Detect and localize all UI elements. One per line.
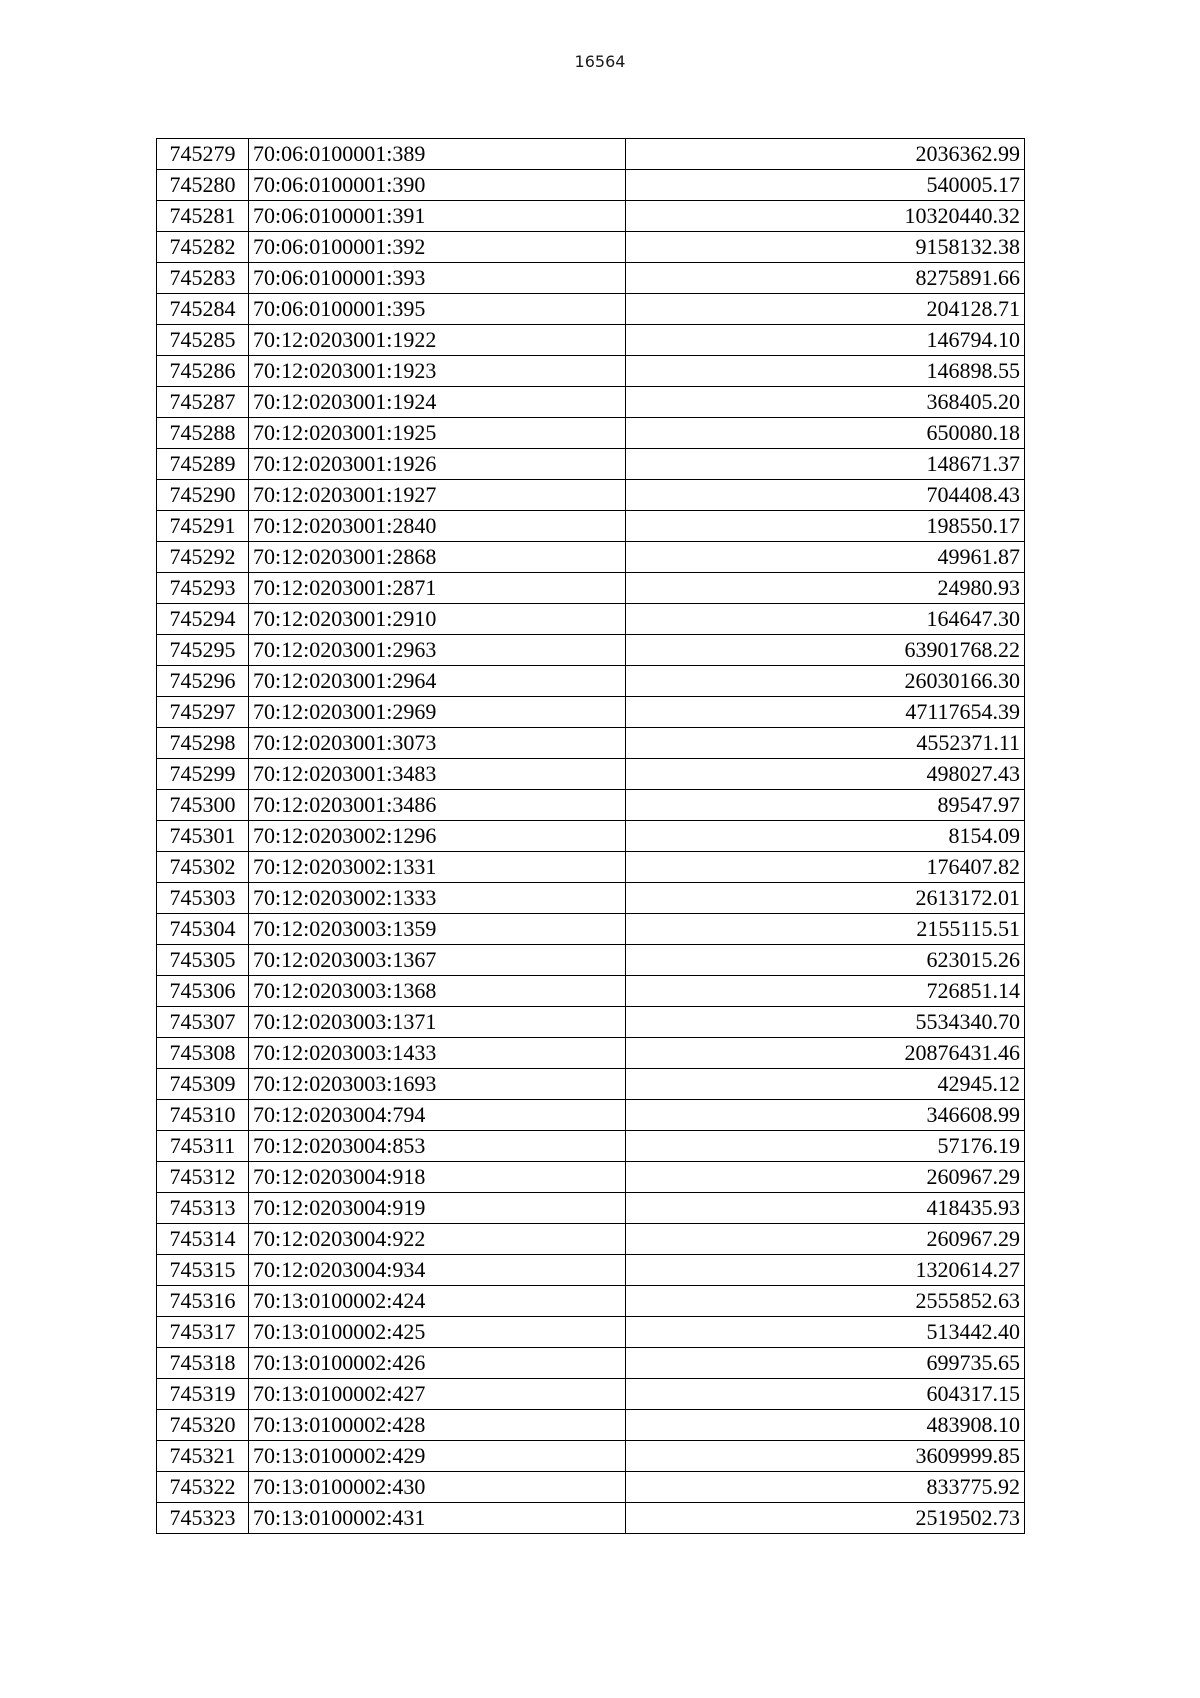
table-row [157, 1317, 1025, 1348]
cadastral-number-cell: 70:06:0100001:392 [249, 232, 626, 263]
row-id-cell: 745306 [157, 976, 249, 1007]
row-id-cell: 745309 [157, 1069, 249, 1100]
table-row [157, 542, 1025, 573]
row-id-cell: 745304 [157, 914, 249, 945]
value-cell: 20876431.46 [626, 1038, 1025, 1069]
value-cell: 148671.37 [626, 449, 1025, 480]
value-cell: 42945.12 [626, 1069, 1025, 1100]
value-cell: 260967.29 [626, 1162, 1025, 1193]
value-cell: 726851.14 [626, 976, 1025, 1007]
value-cell: 164647.30 [626, 604, 1025, 635]
cadastral-number-cell: 70:13:0100002:429 [249, 1441, 626, 1472]
cadastral-number-cell: 70:13:0100002:427 [249, 1379, 626, 1410]
table-row [157, 697, 1025, 728]
cadastral-number-cell: 70:06:0100001:395 [249, 294, 626, 325]
row-id-cell: 745286 [157, 356, 249, 387]
cadastral-number-cell: 70:12:0203004:919 [249, 1193, 626, 1224]
value-cell: 2613172.01 [626, 883, 1025, 914]
table-row [157, 294, 1025, 325]
value-cell: 9158132.38 [626, 232, 1025, 263]
row-id-cell: 745279 [157, 139, 249, 170]
table-row [157, 1503, 1025, 1534]
cadastral-number-cell: 70:12:0203001:2963 [249, 635, 626, 666]
cadastral-number-cell: 70:06:0100001:389 [249, 139, 626, 170]
registry-table [156, 138, 1025, 1534]
row-id-cell: 745284 [157, 294, 249, 325]
row-id-cell: 745298 [157, 728, 249, 759]
row-id-cell: 745321 [157, 1441, 249, 1472]
table-row [157, 976, 1025, 1007]
row-id-cell: 745288 [157, 418, 249, 449]
row-id-cell: 745283 [157, 263, 249, 294]
table-row [157, 728, 1025, 759]
table-row [157, 1410, 1025, 1441]
row-id-cell: 745316 [157, 1286, 249, 1317]
table-row [157, 1131, 1025, 1162]
value-cell: 650080.18 [626, 418, 1025, 449]
table-row [157, 1162, 1025, 1193]
cadastral-number-cell: 70:12:0203002:1331 [249, 852, 626, 883]
value-cell: 2519502.73 [626, 1503, 1025, 1534]
row-id-cell: 745314 [157, 1224, 249, 1255]
row-id-cell: 745313 [157, 1193, 249, 1224]
cadastral-number-cell: 70:12:0203001:2910 [249, 604, 626, 635]
cadastral-number-cell: 70:12:0203004:934 [249, 1255, 626, 1286]
row-id-cell: 745282 [157, 232, 249, 263]
cadastral-number-cell: 70:06:0100001:393 [249, 263, 626, 294]
cadastral-number-cell: 70:12:0203002:1296 [249, 821, 626, 852]
cadastral-number-cell: 70:12:0203001:1925 [249, 418, 626, 449]
table-row [157, 263, 1025, 294]
table-row [157, 201, 1025, 232]
table-row [157, 666, 1025, 697]
cadastral-number-cell: 70:12:0203003:1693 [249, 1069, 626, 1100]
cadastral-number-cell: 70:13:0100002:431 [249, 1503, 626, 1534]
page-number: 16564 [574, 52, 626, 71]
cadastral-number-cell: 70:12:0203001:1923 [249, 356, 626, 387]
row-id-cell: 745323 [157, 1503, 249, 1534]
cadastral-number-cell: 70:12:0203004:918 [249, 1162, 626, 1193]
cadastral-number-cell: 70:12:0203001:3483 [249, 759, 626, 790]
table-row [157, 1472, 1025, 1503]
value-cell: 704408.43 [626, 480, 1025, 511]
row-id-cell: 745312 [157, 1162, 249, 1193]
row-id-cell: 745318 [157, 1348, 249, 1379]
cadastral-number-cell: 70:06:0100001:391 [249, 201, 626, 232]
row-id-cell: 745300 [157, 790, 249, 821]
table-row [157, 604, 1025, 635]
table-row [157, 635, 1025, 666]
value-cell: 146794.10 [626, 325, 1025, 356]
value-cell: 146898.55 [626, 356, 1025, 387]
value-cell: 63901768.22 [626, 635, 1025, 666]
cadastral-number-cell: 70:12:0203001:1927 [249, 480, 626, 511]
cadastral-number-cell: 70:13:0100002:428 [249, 1410, 626, 1441]
cadastral-number-cell: 70:12:0203001:1922 [249, 325, 626, 356]
row-id-cell: 745307 [157, 1007, 249, 1038]
cadastral-number-cell: 70:12:0203003:1368 [249, 976, 626, 1007]
row-id-cell: 745280 [157, 170, 249, 201]
row-id-cell: 745319 [157, 1379, 249, 1410]
value-cell: 24980.93 [626, 573, 1025, 604]
table-row [157, 1286, 1025, 1317]
cadastral-number-cell: 70:13:0100002:430 [249, 1472, 626, 1503]
cadastral-number-cell: 70:13:0100002:424 [249, 1286, 626, 1317]
cadastral-number-cell: 70:06:0100001:390 [249, 170, 626, 201]
cadastral-number-cell: 70:12:0203001:1924 [249, 387, 626, 418]
cadastral-number-cell: 70:12:0203003:1433 [249, 1038, 626, 1069]
table-row [157, 1348, 1025, 1379]
cadastral-number-cell: 70:12:0203004:853 [249, 1131, 626, 1162]
table-row [157, 790, 1025, 821]
cadastral-number-cell: 70:12:0203001:2840 [249, 511, 626, 542]
table-row [157, 356, 1025, 387]
row-id-cell: 745299 [157, 759, 249, 790]
table-row [157, 170, 1025, 201]
cadastral-number-cell: 70:13:0100002:425 [249, 1317, 626, 1348]
row-id-cell: 745301 [157, 821, 249, 852]
cadastral-number-cell: 70:12:0203001:1926 [249, 449, 626, 480]
value-cell: 204128.71 [626, 294, 1025, 325]
table-row [157, 511, 1025, 542]
value-cell: 540005.17 [626, 170, 1025, 201]
table-row [157, 232, 1025, 263]
value-cell: 3609999.85 [626, 1441, 1025, 1472]
row-id-cell: 745308 [157, 1038, 249, 1069]
cadastral-number-cell: 70:12:0203003:1371 [249, 1007, 626, 1038]
value-cell: 4552371.11 [626, 728, 1025, 759]
cadastral-number-cell: 70:12:0203001:2969 [249, 697, 626, 728]
value-cell: 49961.87 [626, 542, 1025, 573]
value-cell: 47117654.39 [626, 697, 1025, 728]
value-cell: 498027.43 [626, 759, 1025, 790]
row-id-cell: 745317 [157, 1317, 249, 1348]
table-row [157, 1193, 1025, 1224]
table-row [157, 573, 1025, 604]
row-id-cell: 745310 [157, 1100, 249, 1131]
table-row [157, 883, 1025, 914]
registry-table-body [157, 139, 1025, 1534]
table-row [157, 1224, 1025, 1255]
value-cell: 260967.29 [626, 1224, 1025, 1255]
cadastral-number-cell: 70:12:0203001:2964 [249, 666, 626, 697]
row-id-cell: 745293 [157, 573, 249, 604]
row-id-cell: 745296 [157, 666, 249, 697]
table-row [157, 1100, 1025, 1131]
cadastral-number-cell: 70:12:0203004:922 [249, 1224, 626, 1255]
table-row [157, 480, 1025, 511]
row-id-cell: 745303 [157, 883, 249, 914]
row-id-cell: 745289 [157, 449, 249, 480]
value-cell: 8154.09 [626, 821, 1025, 852]
value-cell: 8275891.66 [626, 263, 1025, 294]
table-row [157, 418, 1025, 449]
row-id-cell: 745315 [157, 1255, 249, 1286]
value-cell: 2155115.51 [626, 914, 1025, 945]
cadastral-number-cell: 70:12:0203003:1367 [249, 945, 626, 976]
value-cell: 5534340.70 [626, 1007, 1025, 1038]
row-id-cell: 745287 [157, 387, 249, 418]
value-cell: 198550.17 [626, 511, 1025, 542]
table-row [157, 821, 1025, 852]
table-row [157, 759, 1025, 790]
row-id-cell: 745297 [157, 697, 249, 728]
table-row [157, 1441, 1025, 1472]
row-id-cell: 745285 [157, 325, 249, 356]
row-id-cell: 745311 [157, 1131, 249, 1162]
value-cell: 176407.82 [626, 852, 1025, 883]
value-cell: 10320440.32 [626, 201, 1025, 232]
cadastral-number-cell: 70:12:0203001:3486 [249, 790, 626, 821]
table-row [157, 1038, 1025, 1069]
registry-table-container [156, 138, 1025, 1534]
row-id-cell: 745281 [157, 201, 249, 232]
value-cell: 623015.26 [626, 945, 1025, 976]
value-cell: 26030166.30 [626, 666, 1025, 697]
value-cell: 346608.99 [626, 1100, 1025, 1131]
value-cell: 368405.20 [626, 387, 1025, 418]
row-id-cell: 745294 [157, 604, 249, 635]
value-cell: 418435.93 [626, 1193, 1025, 1224]
table-row [157, 945, 1025, 976]
cadastral-number-cell: 70:12:0203001:2868 [249, 542, 626, 573]
row-id-cell: 745290 [157, 480, 249, 511]
table-row [157, 387, 1025, 418]
value-cell: 483908.10 [626, 1410, 1025, 1441]
table-row [157, 852, 1025, 883]
value-cell: 2555852.63 [626, 1286, 1025, 1317]
value-cell: 699735.65 [626, 1348, 1025, 1379]
value-cell: 57176.19 [626, 1131, 1025, 1162]
table-row [157, 1069, 1025, 1100]
cadastral-number-cell: 70:12:0203003:1359 [249, 914, 626, 945]
table-row [157, 1255, 1025, 1286]
table-row [157, 1007, 1025, 1038]
table-row [157, 1379, 1025, 1410]
cadastral-number-cell: 70:12:0203001:2871 [249, 573, 626, 604]
cadastral-number-cell: 70:12:0203004:794 [249, 1100, 626, 1131]
table-row [157, 139, 1025, 170]
value-cell: 89547.97 [626, 790, 1025, 821]
table-row [157, 914, 1025, 945]
row-id-cell: 745322 [157, 1472, 249, 1503]
cadastral-number-cell: 70:12:0203002:1333 [249, 883, 626, 914]
row-id-cell: 745305 [157, 945, 249, 976]
table-row [157, 449, 1025, 480]
row-id-cell: 745302 [157, 852, 249, 883]
row-id-cell: 745320 [157, 1410, 249, 1441]
row-id-cell: 745291 [157, 511, 249, 542]
row-id-cell: 745292 [157, 542, 249, 573]
value-cell: 513442.40 [626, 1317, 1025, 1348]
row-id-cell: 745295 [157, 635, 249, 666]
value-cell: 604317.15 [626, 1379, 1025, 1410]
table-row [157, 325, 1025, 356]
cadastral-number-cell: 70:12:0203001:3073 [249, 728, 626, 759]
value-cell: 2036362.99 [626, 139, 1025, 170]
value-cell: 833775.92 [626, 1472, 1025, 1503]
value-cell: 1320614.27 [626, 1255, 1025, 1286]
cadastral-number-cell: 70:13:0100002:426 [249, 1348, 626, 1379]
